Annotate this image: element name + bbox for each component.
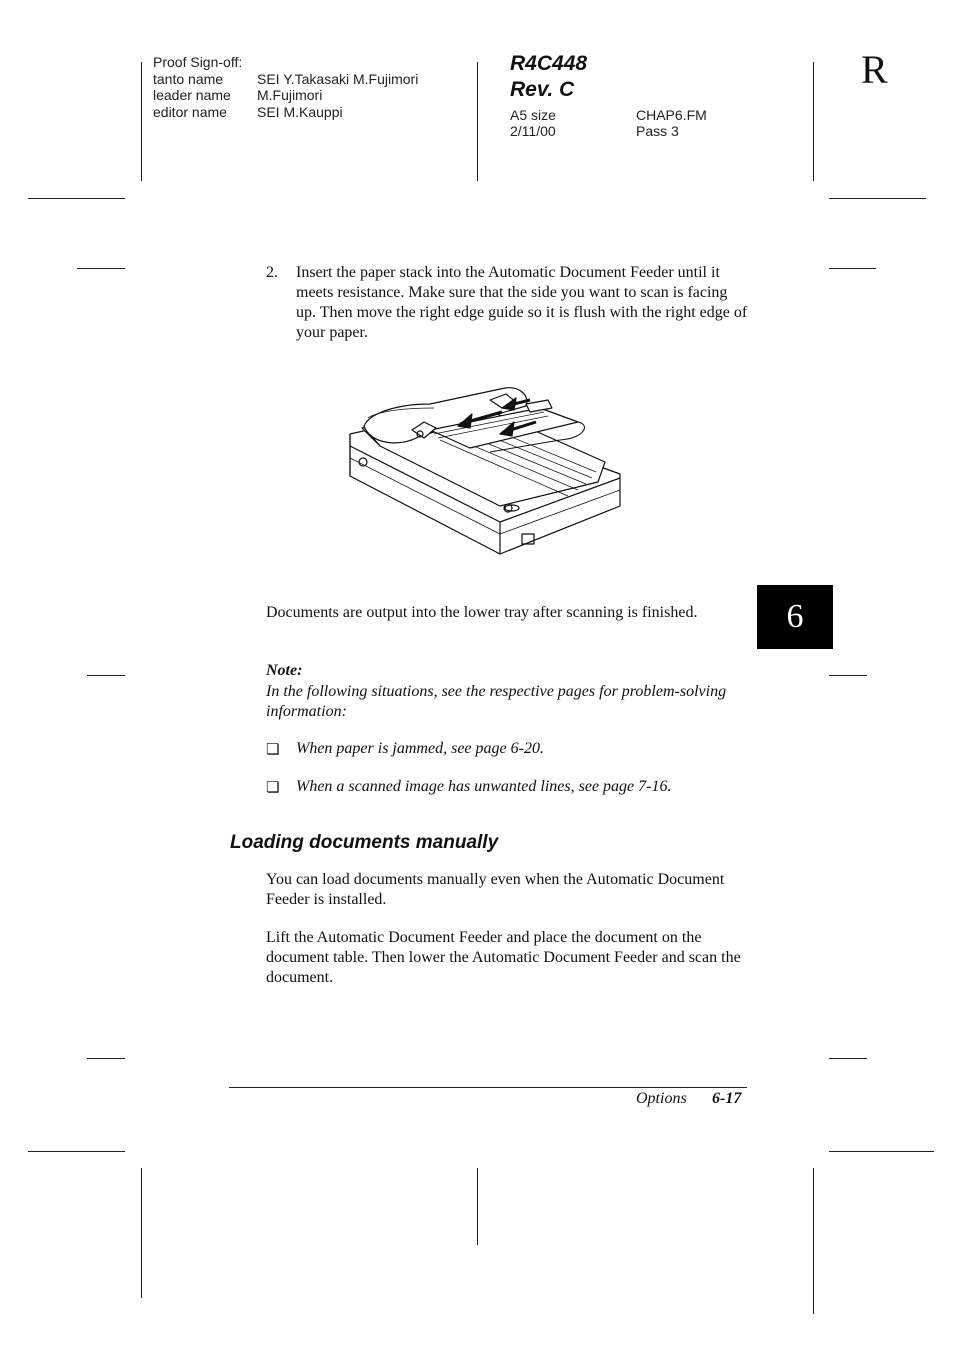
step-number: 2.	[266, 264, 278, 281]
paragraph-manual-loading: You can load documents manually even when the Automatic Document Feeder is installed.	[266, 871, 725, 908]
proof-signoff	[153, 54, 418, 120]
note-title: Note:	[266, 662, 303, 679]
leader-row	[153, 87, 418, 104]
crop-mark	[87, 1058, 125, 1059]
chapter-tab: 6	[757, 585, 833, 649]
footer-section: Options	[636, 1090, 687, 1107]
crop-mark	[829, 675, 867, 676]
crop-mark	[829, 198, 926, 199]
tanto-value: SEI Y.Takasaki M.Fujimori	[257, 70, 419, 87]
output-text: Documents are output into the lower tray after scanning is finished.	[266, 604, 698, 621]
revision-title: Rev. C	[510, 78, 575, 101]
crop-mark	[141, 62, 142, 181]
crop-mark	[477, 62, 478, 181]
crop-mark	[77, 268, 125, 269]
crop-mark	[813, 62, 814, 181]
bullet-item: When a scanned image has unwanted lines, see page 7-16.	[296, 778, 672, 795]
model-title: R4C448	[510, 52, 588, 75]
crop-mark	[28, 1151, 125, 1152]
crop-mark	[477, 1168, 478, 1245]
scanner-illustration	[340, 378, 630, 560]
crop-mark	[28, 198, 125, 199]
paragraph-lift-adf: Lift the Automatic Document Feeder and place the document on the document table. Then lower the Automatic Document Feeder and scan the document.	[266, 929, 741, 986]
bullet-item: When paper is jammed, see page 6-20.	[296, 740, 544, 757]
crop-mark	[829, 1151, 934, 1152]
corner-mark: R	[861, 47, 888, 92]
size-label: A5 size	[510, 107, 556, 123]
bullet-checkbox-icon: ❏	[266, 740, 280, 758]
leader-value: M.Fujimori	[257, 87, 323, 103]
footer-page-number: 6-17	[712, 1090, 742, 1107]
editor-label: editor name	[153, 103, 227, 120]
file-label: CHAP6.FM	[636, 107, 707, 123]
proof-label: Proof Sign-off:	[153, 54, 243, 70]
pass-label: Pass 3	[636, 123, 679, 139]
editor-value: SEI M.Kauppi	[257, 103, 343, 120]
leader-label: leader name	[153, 87, 231, 103]
editor-row	[153, 104, 418, 121]
section-heading: Loading documents manually	[230, 832, 499, 853]
scanner-with-adf-icon	[340, 378, 630, 560]
footer-rule	[229, 1087, 747, 1088]
tanto-label: tanto name	[153, 70, 224, 87]
tanto-row	[153, 71, 418, 88]
date-label: 2/11/00	[510, 123, 556, 139]
note-text: In the following situations, see the respective pages for problem-solving information:	[266, 683, 727, 720]
crop-mark	[141, 1168, 142, 1298]
crop-mark	[829, 1058, 867, 1059]
step-text: Insert the paper stack into the Automatic Document Feeder until it meets resistance. Make sure that the side you want to scan is facing up. Then move the right edge guide so it is flush with the right edge of your paper.	[296, 264, 748, 341]
crop-mark	[829, 268, 876, 269]
crop-mark	[87, 675, 125, 676]
crop-mark	[813, 1168, 814, 1314]
bullet-checkbox-icon: ❏	[266, 778, 280, 796]
